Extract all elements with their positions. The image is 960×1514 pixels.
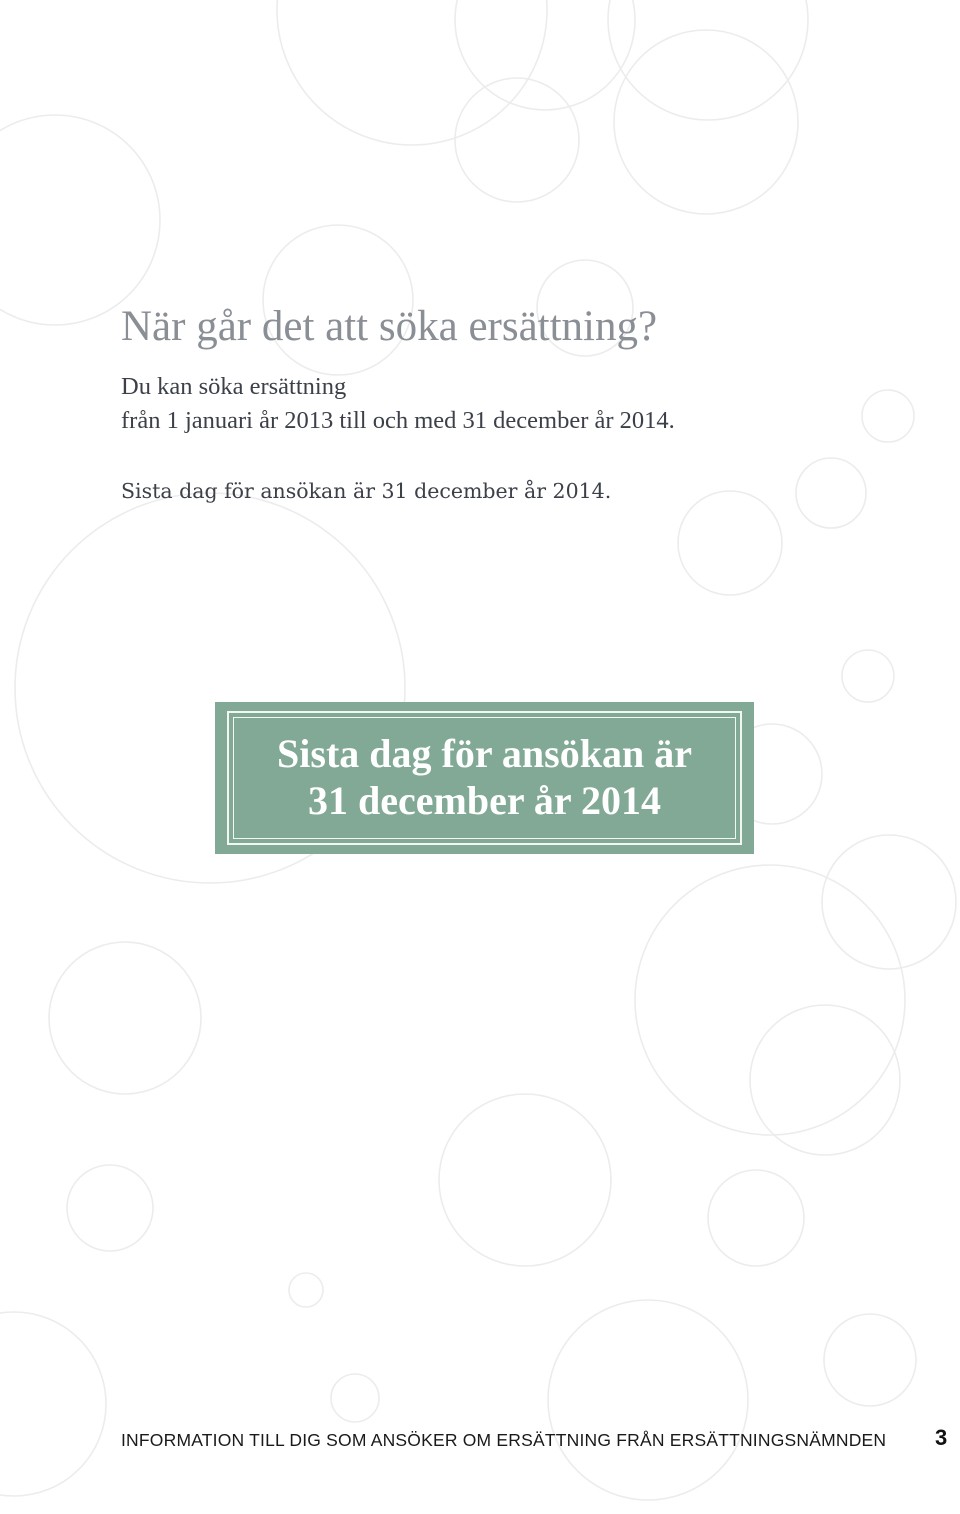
intro-line-1: Du kan söka ersättning — [121, 373, 347, 400]
banner-line-2: 31 december år 2014 — [308, 778, 661, 823]
intro-line-2: från 1 januari år 2013 till och med 31 december år 2014. — [121, 407, 675, 434]
page-number: 3 — [935, 1425, 948, 1450]
deadline-banner — [215, 702, 754, 854]
deadline-paragraph: Sista dag för ansökan är 31 december år 2014. — [121, 479, 612, 503]
banner-text — [215, 730, 754, 824]
page-heading: När går det att söka ersättning? — [121, 303, 658, 350]
footer-running-title: INFORMATION TILL DIG SOM ANSÖKER OM ERSÄTTNING FRÅN ERSÄTTNINGSNÄMNDEN — [121, 1430, 887, 1450]
intro-paragraph — [121, 370, 675, 438]
banner-line-1: Sista dag för ansökan är — [277, 731, 692, 776]
